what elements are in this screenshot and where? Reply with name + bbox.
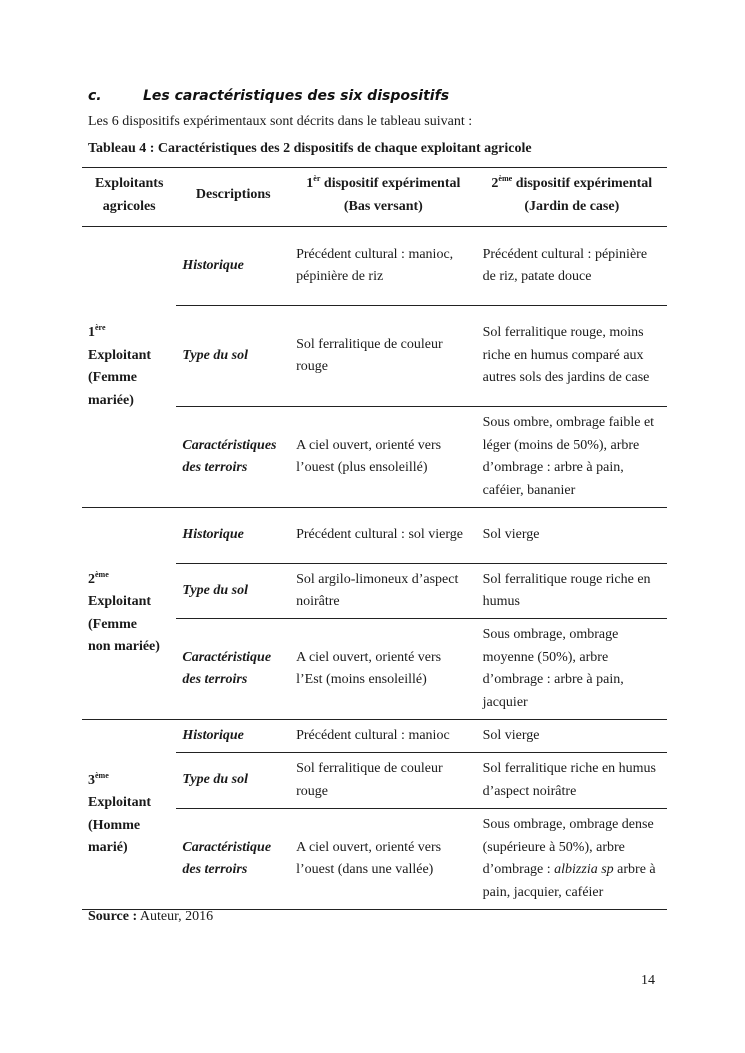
cell-dispositif-1: Précédent cultural : manioc [290, 720, 477, 753]
row-description: Type du sol [176, 753, 290, 809]
row-description: Caractéristique des terroirs [176, 809, 290, 910]
owner-cell-1: 1ère Exploitant (Femme mariée) [82, 227, 176, 508]
characteristics-table [82, 167, 667, 910]
cell-dispositif-2: Sous ombre, ombrage faible et léger (moins de 50%), arbre d’ombrage : arbre à pain, caféier, bananier [477, 407, 667, 508]
cell-dispositif-1: Sol ferralitique de couleur rouge [290, 753, 477, 809]
row-description: Historique [176, 508, 290, 564]
header-exploitants: Exploitants agricoles [82, 168, 176, 227]
page-number: 14 [641, 973, 655, 988]
owner-cell-2: 2ème Exploitant (Femme non mariée) [82, 508, 176, 720]
cell-dispositif-1: Sol ferralitique de couleur rouge [290, 306, 477, 407]
header-dispositif-1: $1^{èr}$ dispositif expérimental (Bas versant) [290, 168, 477, 227]
row-description: Type du sol [176, 306, 290, 407]
row-description: Caractéristiques des terroirs [176, 407, 290, 508]
header-dispositif-2: 2ème dispositif expérimental (Jardin de case) [477, 168, 667, 227]
cell-dispositif-1: Précédent cultural : manioc, pépinière de riz [290, 227, 477, 306]
row-description: Historique [176, 720, 290, 753]
intro-paragraph: Les 6 dispositifs expérimentaux sont décrits dans le tableau suivant : [88, 114, 473, 129]
cell-dispositif-2: Sol ferralitique rouge, moins riche en humus comparé aux autres sols des jardins de case [477, 306, 667, 407]
table-row [82, 508, 667, 564]
table-row [82, 227, 667, 306]
cell-dispositif-1: A ciel ouvert, orienté vers l’ouest (dans une vallée) [290, 809, 477, 910]
cell-dispositif-2: Sol vierge [477, 508, 667, 564]
cell-dispositif-1: A ciel ouvert, orienté vers l’Est (moins ensoleillé) [290, 619, 477, 720]
header-descriptions: Descriptions [176, 168, 290, 227]
row-description: Type du sol [176, 564, 290, 619]
cell-dispositif-2: Sol vierge [477, 720, 667, 753]
row-description: Caractéristique des terroirs [176, 619, 290, 720]
table-header-row [82, 168, 667, 227]
row-description: Historique [176, 227, 290, 306]
cell-dispositif-1: Précédent cultural : sol vierge [290, 508, 477, 564]
table-caption: Tableau 4 : Caractéristiques des 2 dispositifs de chaque exploitant agricole [88, 141, 532, 156]
section-title: Les caractéristiques des six dispositifs [143, 88, 450, 104]
cell-dispositif-2: Sous ombrage, ombrage moyenne (50%), arbre d’ombrage : arbre à pain, jacquier [477, 619, 667, 720]
cell-dispositif-2: Sol ferralitique riche en humus d’aspect noirâtre [477, 753, 667, 809]
cell-dispositif-2: Précédent cultural : pépinière de riz, patate douce [477, 227, 667, 306]
table-row [82, 720, 667, 753]
source-note: Source : Auteur, 2016 [88, 909, 214, 924]
cell-dispositif-2: Sous ombrage, ombrage dense (supérieure à 50%), arbre d’ombrage : albizzia sp arbre à pain, jacquier, caféier [477, 809, 667, 910]
cell-dispositif-1: A ciel ouvert, orienté vers l’ouest (plus ensoleillé) [290, 407, 477, 508]
cell-dispositif-2: Sol ferralitique rouge riche en humus [477, 564, 667, 619]
section-heading [88, 88, 449, 104]
section-letter: c. [88, 88, 102, 104]
owner-cell-3: 3ème Exploitant (Homme marié) [82, 720, 176, 910]
cell-dispositif-1: Sol argilo-limoneux d’aspect noirâtre [290, 564, 477, 619]
